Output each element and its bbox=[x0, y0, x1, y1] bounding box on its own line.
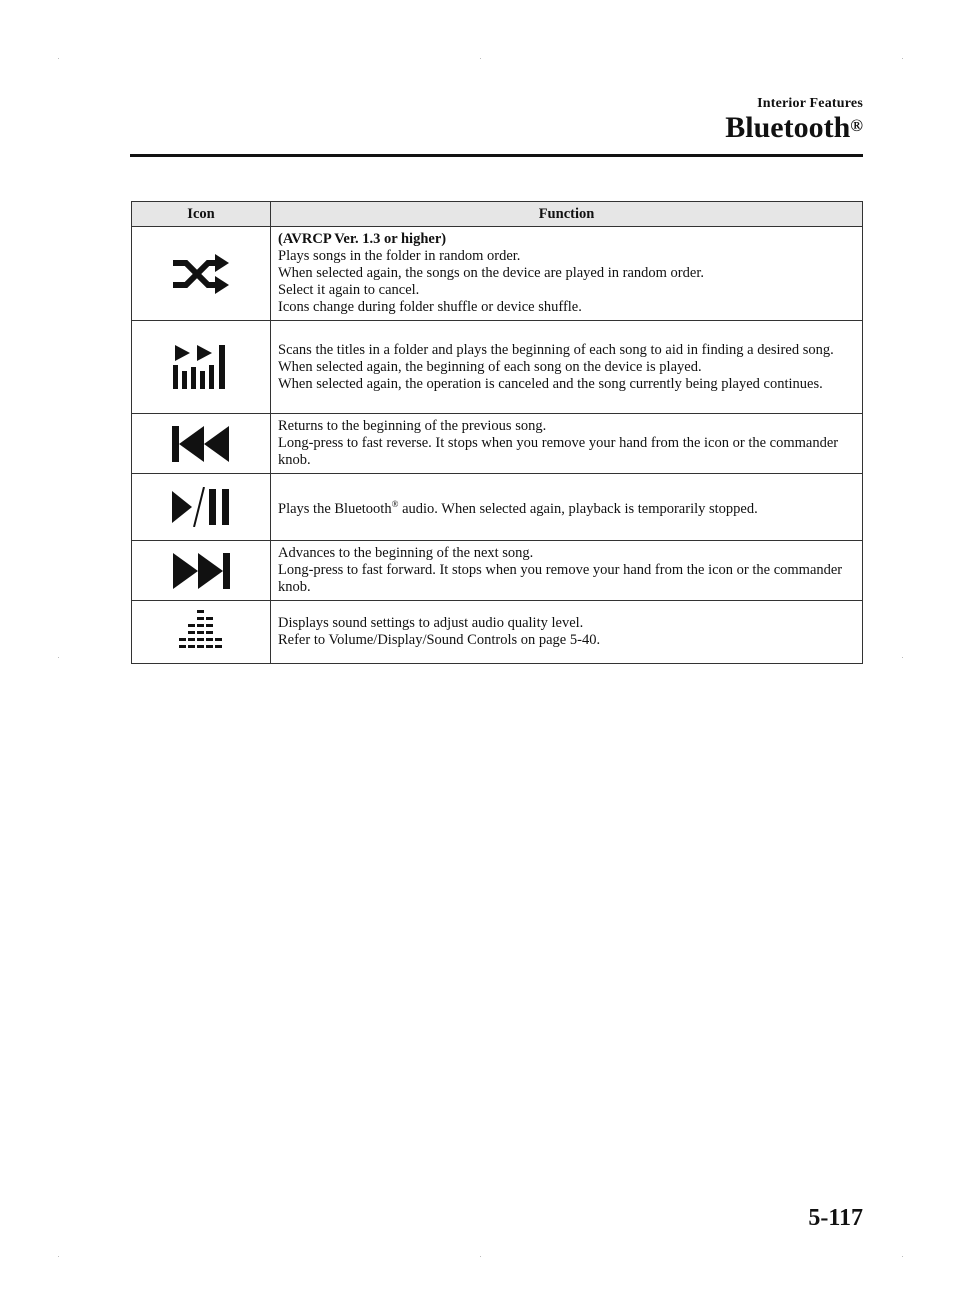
crop-mark bbox=[480, 58, 481, 59]
previous-track-icon bbox=[172, 426, 230, 462]
description-line: Advances to the beginning of the next song. bbox=[278, 545, 534, 561]
icon-cell bbox=[132, 601, 271, 664]
table-header-row bbox=[132, 202, 863, 227]
description-line: Returns to the beginning of the previous song. bbox=[278, 418, 547, 434]
registered-mark: ® bbox=[850, 116, 863, 135]
description-line: Select it again to cancel. bbox=[278, 282, 420, 298]
description-cell bbox=[271, 541, 863, 601]
description-line: When selected again, the operation is canceled and the song currently being played continues. bbox=[278, 375, 823, 392]
registered-mark: ® bbox=[391, 499, 399, 510]
icon-cell bbox=[132, 414, 271, 474]
icon-cell bbox=[132, 321, 271, 414]
description-cell bbox=[271, 601, 863, 664]
scan-icon bbox=[173, 345, 229, 389]
crop-mark bbox=[902, 58, 903, 59]
header-rule bbox=[130, 154, 863, 157]
table-row bbox=[132, 541, 863, 601]
description-line: Displays sound settings to adjust audio quality level. bbox=[278, 615, 584, 631]
page-title bbox=[725, 112, 863, 144]
crop-mark bbox=[480, 1256, 481, 1257]
crop-mark bbox=[902, 1256, 903, 1257]
shuffle-icon bbox=[171, 254, 231, 294]
table-row bbox=[132, 601, 863, 664]
description-line: Scans the titles in a folder and plays the beginning of each song to aid in finding a desired song. bbox=[278, 341, 834, 358]
function-table bbox=[131, 201, 863, 664]
description-line bbox=[278, 496, 854, 518]
description-text: audio. When selected again, playback is temporarily stopped. bbox=[398, 500, 758, 517]
table-row bbox=[132, 321, 863, 414]
description-cell bbox=[271, 414, 863, 474]
header-section: Interior Features bbox=[757, 96, 863, 111]
table-row bbox=[132, 227, 863, 321]
description-line: Icons change during folder shuffle or device shuffle. bbox=[278, 299, 582, 315]
description-cell bbox=[271, 321, 863, 414]
description-line: (AVRCP Ver. 1.3 or higher) bbox=[278, 231, 447, 247]
icon-cell bbox=[132, 227, 271, 321]
column-header-function: Function bbox=[271, 202, 863, 227]
description-text: Plays the Bluetooth bbox=[278, 500, 392, 517]
icon-cell bbox=[132, 541, 271, 601]
description-line: Long-press to fast reverse. It stops when you remove your hand from the icon or the commander knob. bbox=[278, 435, 839, 468]
description-line: Long-press to fast forward. It stops when you remove your hand from the icon or the commander knob. bbox=[278, 562, 843, 595]
play-pause-icon bbox=[172, 487, 230, 527]
table-row bbox=[132, 474, 863, 541]
page-title-text: Bluetooth bbox=[725, 111, 851, 144]
icon-cell bbox=[132, 474, 271, 541]
next-track-icon bbox=[172, 553, 230, 589]
crop-mark bbox=[58, 58, 59, 59]
page-number: 5-117 bbox=[808, 1205, 863, 1231]
crop-mark bbox=[902, 657, 903, 658]
description-line: When selected again, the songs on the device are played in random order. bbox=[278, 265, 704, 281]
description-line: Plays songs in the folder in random order. bbox=[278, 248, 521, 264]
sound-settings-icon bbox=[177, 610, 225, 654]
crop-mark bbox=[58, 657, 59, 658]
description-cell bbox=[271, 474, 863, 541]
description-line: Refer to Volume/Display/Sound Controls on page 5-40. bbox=[278, 632, 601, 648]
description-cell bbox=[271, 227, 863, 321]
table-row bbox=[132, 414, 863, 474]
column-header-icon: Icon bbox=[132, 202, 271, 227]
description-line: When selected again, the beginning of each song on the device is played. bbox=[278, 358, 702, 375]
crop-mark bbox=[58, 1256, 59, 1257]
